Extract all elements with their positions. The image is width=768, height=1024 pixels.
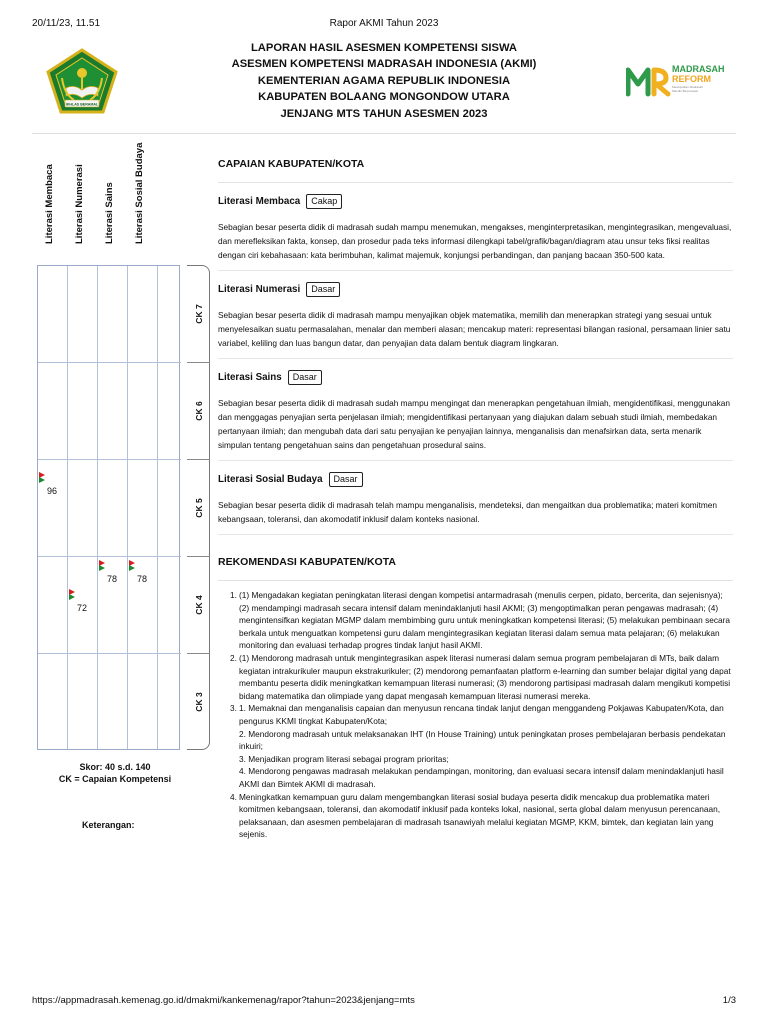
level-badge: Dasar	[329, 472, 363, 487]
chart-column-label: Literasi Sosial Budaya	[134, 142, 145, 244]
score-marker	[39, 472, 45, 484]
rekomendasi-list	[218, 589, 733, 841]
score-value-label: 78	[137, 573, 148, 584]
emblem-ribbon-text: IKHLAS BERAMAL	[65, 102, 99, 107]
ck-label: CK 7	[193, 303, 204, 324]
rekomendasi-subpoint: 2. Mendorong madrasah untuk melaksanakan IHT (In House Training) untuk peningkatan proses pembelajaran berbasis pendekatan inkuiri;	[239, 728, 726, 752]
madrasah-reform-wordmark	[672, 64, 725, 84]
grid-horizontal-line	[38, 653, 181, 654]
subject-name: Literasi Membaca	[218, 195, 301, 207]
rekomendasi-item	[230, 652, 733, 702]
chart-column-label: Literasi Numerasi	[74, 164, 85, 244]
chart-column-label: Literasi Membaca	[44, 164, 55, 244]
rekomendasi-subpoint: 4. Mendorong pengawas madrasah melakukan pendampingan, monitoring, dan evaluasi secara intensif dalam menindaklanjuti hasil AKMI dan Bimtek AKMI di madrasah.	[239, 766, 724, 789]
subject-literasi-sains	[218, 368, 733, 461]
ck-label: CK 4	[193, 594, 204, 615]
ck-band	[187, 556, 210, 653]
rekomendasi-number: 3.	[230, 703, 237, 714]
print-date: 20/11/23, 11.51	[32, 18, 101, 29]
rekomendasi-number: 2.	[230, 652, 237, 663]
rekomendasi-text: Meningkatkan kemampuan guru dalam mengembangkan literasi sosial budaya peserta didik mencakup dua problematika materi komitmen kebangsaan, toleransi, dan akomodatif inklusif pada konteks lokal, nasional, serta global dalam menyusun perencanaan, pelaksanaan, dan asesmen pembelajaran di madrasah tsanawiyah melalui kegiatan MGMP, KKM, bimtek, dan kegiatan lain yang sejenis.	[239, 791, 721, 840]
ck-separator	[187, 556, 210, 557]
ck-label: CK 5	[193, 497, 204, 518]
subject-heading	[218, 280, 733, 298]
ck-separator	[187, 459, 210, 460]
madrasah-reform-logo	[626, 62, 728, 100]
print-footer	[32, 995, 736, 1009]
level-badge: Dasar	[288, 370, 322, 385]
level-badge: Dasar	[306, 282, 340, 297]
subject-description: Sebagian besar peserta didik di madrasah sudah mampu mengingat dan menerapkan pengetahuan ilmiah, mengidentifikasi, menggunakan dan menggagas penyajian serta penjelasan ilmiah; mengidentifikasi pertanyaan yang diajukan dalam sebuah studi ilmiah, membedakan pertanyaan ilmiah; dan mengubah data dari satu penyajian ke penyajian lainnya, menganalisis dan menafsirkan data, serta menarik simpulan tentang pengetahuan sains dan pengetahuan prosedural sains.	[218, 398, 730, 450]
report-title-line-2: ASESMEN KOMPETENSI MADRASAH INDONESIA (AKMI)	[231, 58, 537, 71]
level-badge: Cakap	[306, 194, 342, 209]
score-value-label: 96	[47, 486, 58, 497]
madrasah-reform-mark-icon	[626, 64, 672, 98]
ck-band	[187, 459, 210, 556]
subject-description: Sebagian besar peserta didik di madrasah mampu menyajikan objek matematika, memilih dan menerapkan strategi yang sesuai untuk menyelesaikan suatu permasalahan, menalar dan memberi alasan; mencakup materi: representasi bilangan rasional, persamaan linier satu variabel, keliling dan luas bangun datar, dan penyajian data dalam bentuk diagram lingkaran.	[218, 310, 731, 348]
ck-label: CK 3	[193, 691, 204, 712]
grid-horizontal-line	[38, 459, 181, 460]
chart-legend	[40, 761, 190, 785]
legend-score: Skor: 40 s.d. 140	[79, 762, 151, 772]
score-marker	[129, 560, 135, 572]
subject-name: Literasi Numerasi	[218, 283, 301, 295]
rekomendasi-number: 1.	[230, 590, 237, 600]
subject-description: Sebagian besar peserta didik di madrasah telah mampu menganalisis, mendeteksi, dan mengaitkan dua problematika; materi komitmen kebangsaan, toleransi, dan akomodatif inklusif dalam konteks nasional.	[218, 500, 718, 524]
rekomendasi-item	[230, 791, 733, 841]
report-header	[32, 40, 736, 134]
score-marker	[69, 589, 75, 601]
rekomendasi-number: 4.	[230, 791, 237, 802]
subject-heading	[218, 192, 733, 210]
keterangan-label: Keterangan:	[82, 820, 135, 830]
report-title-line-3: KEMENTERIAN AGAMA REPUBLIK INDONESIA	[257, 74, 511, 87]
subject-literasi-numerasi	[218, 280, 733, 359]
grid-horizontal-line	[38, 556, 181, 557]
ck-separator	[187, 653, 210, 654]
madrasah-reform-word-2: REFORM	[672, 74, 711, 84]
main-content	[218, 158, 733, 841]
rekomendasi-title: REKOMENDASI KABUPATEN/KOTA	[218, 556, 733, 581]
madrasah-reform-tagline: Mewujudkan Madrasah Mandiri Berprestasi	[672, 85, 704, 93]
subject-heading	[218, 368, 733, 386]
rekomendasi-item	[230, 702, 733, 790]
grid-vertical-line	[157, 266, 158, 749]
ck-separator	[187, 362, 210, 363]
rekomendasi-item	[230, 589, 733, 652]
ck-band	[187, 362, 210, 459]
grid-horizontal-line	[38, 362, 181, 363]
legend-ck: CK = Capaian Kompetensi	[58, 774, 172, 784]
report-title-line-4: KABUPATEN BOLAANG MONGONDOW UTARA	[258, 91, 510, 104]
madrasah-reform-word-1: MADRASAH	[672, 64, 725, 74]
page-number: 1/3	[722, 995, 736, 1006]
capaian-title: CAPAIAN KABUPATEN/KOTA	[218, 158, 733, 183]
subject-description: Sebagian besar peserta didik di madrasah sudah mampu menemukan, mengakses, menginterpretasikan, mengintegrasikan, mengevaluasi, dan merefleksikan fakta, konsep, dan prosedur pada teks informasi dilengkapi tabel/grafik/bagan/diagram atau unsur teks fiksi realitas dengan ciri kebahasaan: kata berimbuhan, kalimat majemuk, konjungsi perbandingan, dan panjang bacaan 350-500 kata.	[218, 222, 732, 260]
subject-name: Literasi Sosial Budaya	[218, 473, 323, 485]
rekomendasi-text: (1) Mendorong madrasah untuk mengintegrasikan aspek literasi numerasi dalam semua program pembelajaran di MTs, baik dalam kegiatan intrakurikuler maupun ekstrakurikuler; (2) mendorong pemanfaatan platform e-learning dan sumber belajar digital yang dapat membantu peserta didik meningkatkan kemampuan literasi numerasi; (3) mendorong partisipasi madrasah dalam mengikuti kompetisi bidang matematika dan olimpiade yang dapat mengasah kemampuan literasi numerasi mereka.	[239, 652, 731, 701]
page-url: https://appmadrasah.kemenag.go.id/dmakmi/kankemenag/rapor?tahun=2023&jenjang=mts	[32, 995, 415, 1006]
subject-name: Literasi Sains	[218, 371, 282, 383]
chart-grid	[37, 265, 180, 750]
subject-heading	[218, 470, 733, 488]
rekomendasi-text: (1) Mengadakan kegiatan peningkatan literasi dengan kompetisi antarmadrasah (menulis cerpen, pidato, bercerita, dan sejenisnya); (2) mendampingi madrasah secara intensif dalam menindaklanjuti hasil AKMI; (3) mengoptimalkan peran pengawas madrasah; (4) mengintensifkan kegiatan MGMP dalam membimbing guru untuk meningkatkan kompetensi literasi; (5) melakukan pembinaan secara berkala untuk menguatkan kompetensi guru dalam mengintegrasikan kegiatan literasi dalam semua mata pelajaran; (6) melakukan monitoring dan evaluasi terhadap progres tindak lanjut hasil AKMI.	[239, 590, 730, 651]
print-title: Rapor AKMI Tahun 2023	[329, 18, 439, 29]
rekomendasi-subpoint: 3. Menjadikan program literasi sebagai program prioritas;	[239, 753, 449, 764]
chart-column-label: Literasi Sains	[104, 182, 115, 244]
grid-vertical-line	[97, 266, 98, 749]
grid-vertical-line	[67, 266, 68, 749]
subject-literasi-sosial-budaya	[218, 470, 733, 535]
grid-vertical-line	[127, 266, 128, 749]
report-title-line-1: LAPORAN HASIL ASESMEN KOMPETENSI SISWA	[250, 42, 518, 54]
competency-chart	[30, 140, 204, 840]
score-value-label: 72	[77, 602, 88, 613]
rekomendasi-subpoint: 1. Memaknai dan menganalisis capaian dan menyusun rencana tindak lanjut dengan menggandeng Pokjawas Kabupaten/Kota, dan pengurus KKMI tingkat Kabupaten/Kota;	[239, 703, 724, 726]
print-header	[32, 18, 736, 32]
ck-band	[187, 653, 210, 750]
report-title-line-5: JENJANG MTS TAHUN ASESMEN 2023	[280, 107, 488, 120]
score-value-label: 78	[107, 573, 118, 584]
ck-band	[187, 265, 210, 362]
score-marker	[99, 560, 105, 572]
subject-literasi-membaca	[218, 192, 733, 271]
ck-label: CK 6	[193, 400, 204, 421]
